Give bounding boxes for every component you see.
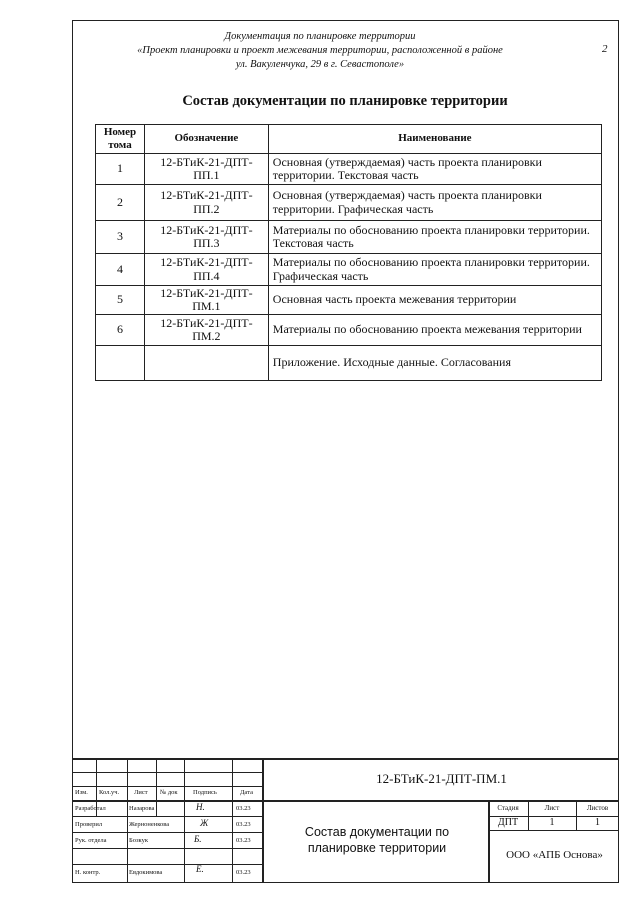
col-izm: Изм. (75, 789, 88, 796)
cell-volume: 6 (96, 315, 145, 346)
signature-image: Ж (200, 818, 209, 828)
sheet-label: Лист (544, 804, 560, 812)
cell-name: Приложение. Исходные данные. Согласования (268, 346, 601, 381)
table-row (96, 221, 602, 254)
table-header-row (96, 125, 602, 154)
table-row (96, 185, 602, 221)
sheets-label: Листов (586, 804, 609, 812)
page-number: 2 (602, 43, 608, 55)
cell-name: Основная (утверждаемая) часть проекта планировки территории. Графическая часть (268, 185, 601, 221)
date-checker: 03.23 (236, 821, 251, 828)
sheet-value: 1 (549, 817, 555, 828)
name-head: Бозкук (129, 837, 149, 844)
header-designation: Обозначение (144, 125, 268, 154)
header-line-3: ул. Вакуленчука, 29 в г. Севастополе» (235, 59, 405, 70)
sheets-value: 1 (595, 817, 600, 828)
role-head: Рук. отдела (75, 837, 107, 844)
header-line-1: Документация по планировке территории (224, 31, 416, 42)
cell-designation (144, 346, 268, 381)
table-row (96, 346, 602, 381)
document-header (80, 30, 560, 72)
cell-designation: 12-БТиК-21-ДПТ-ПП.4 (144, 254, 268, 286)
header-name: Наименование (268, 125, 601, 154)
col-list: Лист (134, 789, 148, 796)
signature-image: Е. (196, 864, 204, 874)
stage-value: ДПТ (497, 817, 519, 828)
cell-volume: 4 (96, 254, 145, 286)
cell-volume: 3 (96, 221, 145, 254)
cell-volume (96, 346, 145, 381)
signature-image: Б. (194, 834, 202, 844)
date-developer: 03.23 (236, 805, 251, 812)
header-volume: Номер тома (96, 125, 145, 154)
col-ndoc: № док (160, 789, 178, 796)
page-title: Состав документации по планировке территории (182, 93, 508, 109)
role-checker: Проверил (75, 821, 103, 828)
cell-name: Материалы по обоснованию проекта межевания территории (268, 315, 601, 346)
table-row (96, 254, 602, 286)
stamp-doc-name: Состав документации по планировке территории (304, 825, 450, 855)
cell-volume: 1 (96, 154, 145, 185)
header-line-2: «Проект планировки и проект межевания территории, расположенной в районе (137, 45, 503, 56)
cell-designation: 12-БТиК-21-ДПТ-ПП.3 (144, 221, 268, 254)
col-sign: Подпись (193, 789, 217, 796)
stamp-code: 12-БТиК-21-ДПТ-ПМ.1 (376, 771, 507, 786)
date-head: 03.23 (236, 837, 251, 844)
name-developer: Назарова (129, 805, 155, 812)
signature-image: Н. (196, 802, 205, 812)
table-row (96, 315, 602, 346)
cell-name: Основная часть проекта межевания территории (268, 286, 601, 315)
organization-name: ООО «АПБ Основа» (506, 849, 603, 861)
name-norm: Евдокимова (129, 869, 163, 876)
name-checker: Жерноненкова (129, 821, 170, 828)
cell-designation: 12-БТиК-21-ДПТ-ПП.1 (144, 154, 268, 185)
cell-name: Материалы по обоснованию проекта планировки территории. Графическая часть (268, 254, 601, 286)
table-row (96, 154, 602, 185)
cell-name: Материалы по обоснованию проекта планировки территории. Текстовая часть (268, 221, 601, 254)
title-block (72, 758, 619, 883)
cell-designation: 12-БТиК-21-ДПТ-ПП.2 (144, 185, 268, 221)
cell-name: Основная (утверждаемая) часть проекта планировки территории. Текстовая часть (268, 154, 601, 185)
cell-volume: 2 (96, 185, 145, 221)
cell-volume: 5 (96, 286, 145, 315)
col-kol: Кол.уч. (99, 789, 120, 796)
date-norm: 03.23 (236, 869, 251, 876)
role-developer: Разработал (75, 805, 106, 812)
role-norm: Н. контр. (75, 869, 101, 876)
table-row (96, 286, 602, 315)
cell-designation: 12-БТиК-21-ДПТ-ПМ.2 (144, 315, 268, 346)
composition-table (95, 124, 602, 381)
col-date: Дата (240, 789, 253, 796)
cell-designation: 12-БТиК-21-ДПТ-ПМ.1 (144, 286, 268, 315)
stage-label: Стадия (497, 804, 519, 812)
